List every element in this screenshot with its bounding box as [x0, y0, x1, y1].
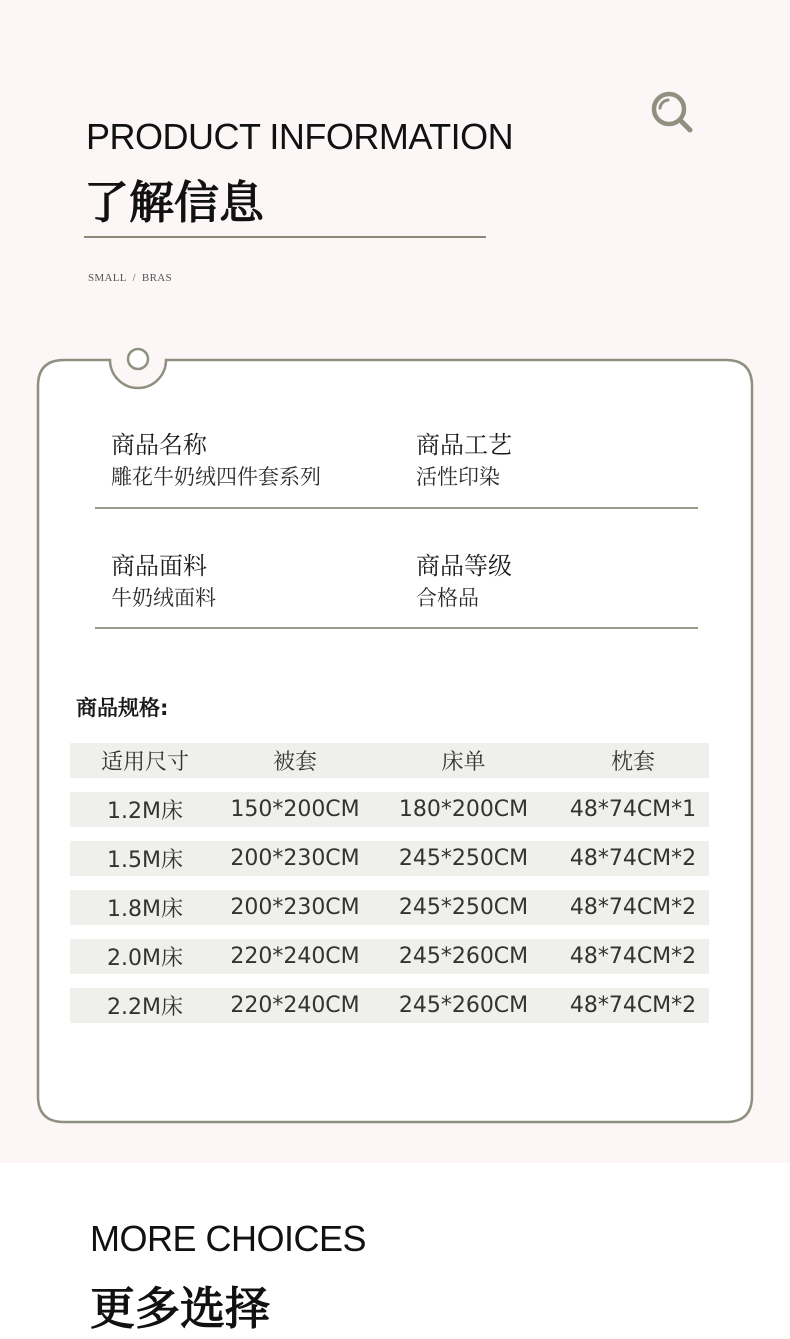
spec-title: 商品规格: [76, 696, 169, 720]
product-name-block [111, 433, 321, 488]
table-cell: 48*74CM*2 [569, 895, 697, 920]
table-cell: 245*250CM [398, 895, 529, 920]
table-cell: 1.2M床 [107, 799, 183, 824]
info-divider [95, 507, 698, 509]
table-header-cell: 枕套 [610, 750, 655, 775]
table-cell: 48*74CM*1 [569, 797, 697, 822]
table-header-cell: 被套 [272, 750, 317, 775]
table-cell: 48*74CM*2 [569, 846, 697, 871]
search-icon[interactable] [648, 88, 696, 136]
table-cell: 180*200CM [398, 797, 529, 822]
table-header-cell: 床单 [441, 750, 486, 775]
product-craft-value: 活性印染 [416, 465, 500, 489]
product-grade-value: 合格品 [416, 586, 479, 610]
table-cell: 48*74CM*2 [569, 944, 697, 969]
table-row [70, 792, 709, 827]
product-fabric-value: 牛奶绒面料 [111, 586, 216, 610]
info-divider [95, 627, 698, 629]
table-cell: 1.8M床 [107, 897, 183, 922]
table-cell: 245*250CM [398, 846, 529, 871]
title-divider [84, 236, 486, 238]
more-choices-title-en: MORE CHOICES [90, 1218, 367, 1259]
table-cell: 48*74CM*2 [569, 993, 697, 1018]
table-cell: 150*200CM [230, 797, 360, 822]
product-grade-block [416, 554, 512, 609]
table-header-row [70, 743, 709, 778]
table-row [70, 841, 709, 876]
table-row [70, 939, 709, 974]
product-name-value: 雕花牛奶绒四件套系列 [111, 465, 321, 489]
product-fabric-block [111, 554, 216, 609]
table-cell: 200*230CM [230, 846, 360, 871]
table-cell: 2.2M床 [107, 995, 183, 1020]
product-craft-label: 商品工艺 [416, 431, 512, 459]
table-cell: 220*240CM [230, 993, 360, 1018]
table-row [70, 890, 709, 925]
table-cell: 1.5M床 [107, 848, 183, 873]
product-grade-label: 商品等级 [416, 552, 512, 580]
breadcrumb: SMALL / BRAS [88, 272, 172, 284]
product-fabric-label: 商品面料 [111, 552, 207, 580]
table-row [70, 988, 709, 1023]
more-choices-title-cn: 更多选择 [90, 1282, 271, 1335]
table-cell: 220*240CM [230, 944, 360, 969]
product-craft-block [416, 433, 512, 488]
product-name-label: 商品名称 [111, 431, 207, 459]
section-title-en: PRODUCT INFORMATION [86, 116, 514, 157]
table-cell: 200*230CM [230, 895, 360, 920]
table-cell: 2.0M床 [107, 946, 183, 971]
table-cell: 245*260CM [398, 993, 529, 1018]
table-cell: 245*260CM [398, 944, 529, 969]
section-title-cn: 了解信息 [84, 176, 265, 229]
table-header-cell: 适用尺寸 [100, 750, 189, 775]
